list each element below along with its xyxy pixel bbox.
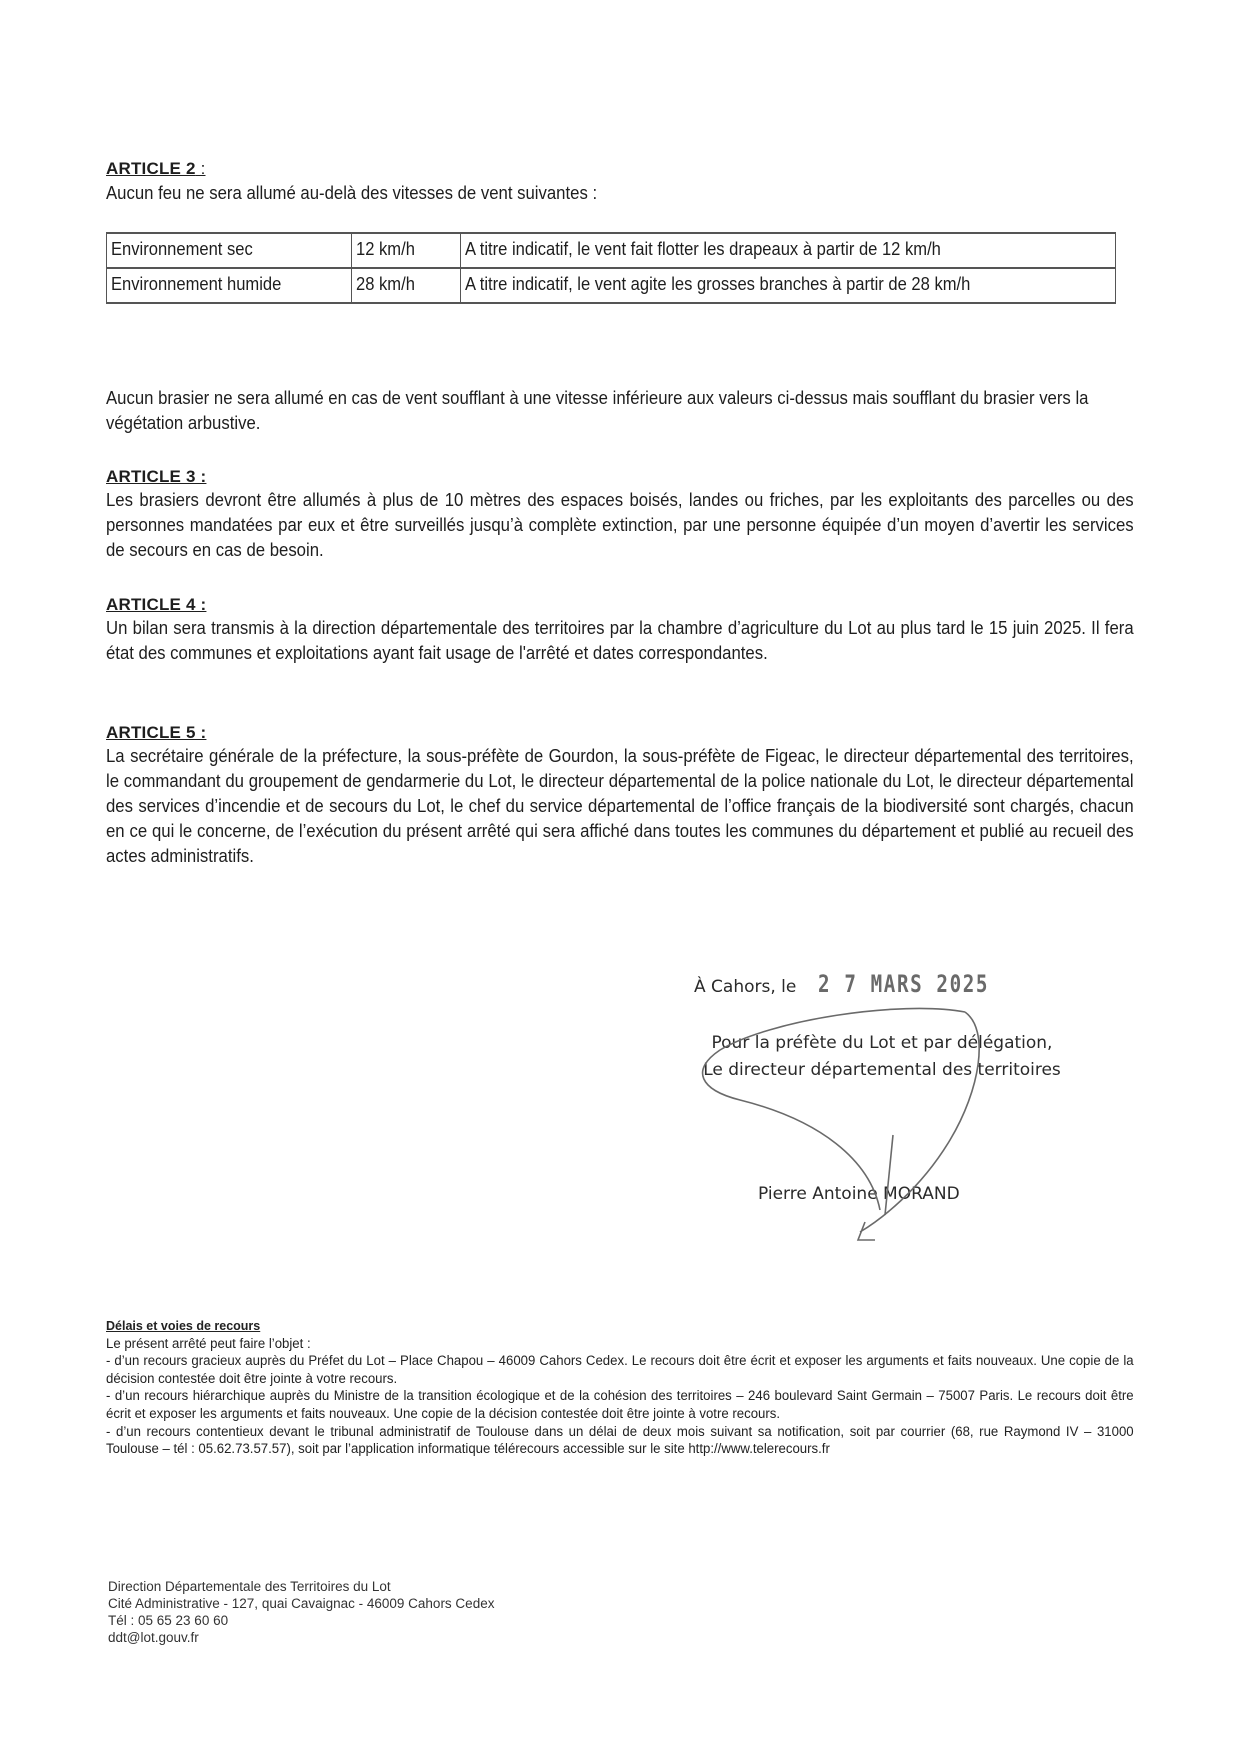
- signatory-title: [672, 1030, 1092, 1084]
- article-4: [106, 594, 1134, 666]
- footer-org: Direction Départementale des Territoires du Lot: [108, 1579, 391, 1594]
- appeal-intro: Le présent arrêté peut faire l’objet :: [106, 1335, 311, 1352]
- appeal-title: Délais et voies de recours: [106, 1319, 261, 1333]
- wind-speed-table: [106, 232, 1116, 304]
- environment-cell: Environnement humide: [111, 274, 282, 294]
- table-row: [107, 268, 1116, 303]
- article-3-paragraph: Les brasiers devront être allumés à plus de 10 mètres des espaces boisés, landes ou friches, par les exploitants des parcelles ou des personnes mandatées par eux et être surveillés jusqu’à complète extinction, par une personne équipée d’un moyen d’avertir les services de secours en cas de besoin.: [106, 490, 1134, 560]
- note-cell: A titre indicatif, le vent agite les grosses branches à partir de 28 km/h: [465, 274, 971, 294]
- footer-address: Cité Administrative - 127, quai Cavaignac - 46009 Cahors Cedex: [108, 1596, 495, 1611]
- article-5-paragraph: La secrétaire générale de la préfecture, la sous-préfète de Gourdon, la sous-préfète de Figeac, le directeur départemental des territoires, le commandant du groupement de gendarmerie du Lot, le directeur départemental de la police nationale du Lot, le directeur départemental des services d’incendie et de secours du Lot, le chef du service départemental de l’office français de la biodiversité sont chargés, chacun en ce qui le concerne, de l’exécution du présent arrêté qui sera affiché dans toutes les communes du département et publié au recueil des actes administratifs.: [106, 746, 1134, 866]
- date-stamp: 2 7 MARS 2025: [817, 970, 989, 998]
- footer-phone: Tél : 05 65 23 60 60: [108, 1613, 229, 1628]
- article-5: [106, 722, 1134, 869]
- note-cell: A titre indicatif, le vent fait flotter les drapeaux à partir de 12 km/h: [465, 239, 941, 259]
- footer-email: ddt@lot.gouv.fr: [108, 1630, 199, 1645]
- place-date-line: [694, 970, 1032, 998]
- article-3: [106, 466, 1134, 563]
- environment-cell: Environnement sec: [111, 239, 253, 259]
- speed-cell: 12 km/h: [356, 239, 415, 259]
- appeal-item-gracieux: - d’un recours gracieux auprès du Préfet du Lot – Place Chapou – 46009 Cahors Cedex. Le recours doit être écrit et exposer les arguments et faits nouveaux. Une copie de la décision contestée doit être jointe à votre recours.: [106, 1353, 1134, 1387]
- page-footer: [108, 1578, 494, 1646]
- article-4-heading: ARTICLE 4 :: [106, 595, 207, 614]
- signatory-name: Pierre Antoine MORAND: [758, 1184, 960, 1204]
- appeal-item-contentieux: - d’un recours contentieux devant le tribunal administratif de Toulouse dans un délai de deux mois suivant sa notification, soit par courrier (68, rue Raymond IV – 31000 Toulouse – tél : 05.62.73.57.57), soit par l’application informatique télérecours accessible sur le site http://www.telerecours.fr: [106, 1423, 1134, 1458]
- article-2-heading: ARTICLE 2 :: [106, 159, 206, 178]
- table-row: [107, 233, 1116, 268]
- article-2-paragraph-block: [106, 386, 1134, 436]
- signatory-line-1: Pour la préfète du Lot et par délégation,: [711, 1033, 1053, 1053]
- article-3-heading: ARTICLE 3 :: [106, 467, 207, 486]
- article-4-paragraph: Un bilan sera transmis à la direction départementale des territoires par la chambre d’agriculture du Lot au plus tard le 15 juin 2025. Il fera état des communes et exploitations ayant fait usage de l'arrêté et dates correspondantes.: [106, 618, 1134, 663]
- place-prefix: À Cahors, le: [694, 977, 797, 997]
- article-2-paragraph: Aucun brasier ne sera allumé en cas de vent soufflant à une vitesse inférieure aux valeurs ci-dessus mais soufflant du brasier vers la végétation arbustive.: [106, 388, 1089, 433]
- signatory-line-2: Le directeur départemental des territoires: [703, 1060, 1061, 1080]
- appeal-item-hierarchique: - d’un recours hiérarchique auprès du Ministre de la transition écologique et de la cohésion des territoires – 246 boulevard Saint Germain – 75007 Paris. Le recours doit être écrit et exposer les arguments et faits nouveaux. Une copie de la décision contestée doit être jointe à votre recours.: [106, 1388, 1134, 1422]
- article-2-intro: Aucun feu ne sera allumé au-delà des vitesses de vent suivantes :: [106, 183, 598, 203]
- article-5-heading: ARTICLE 5 :: [106, 723, 207, 742]
- appeal-section: [106, 1318, 1134, 1459]
- speed-cell: 28 km/h: [356, 274, 415, 294]
- article-2: [106, 158, 1134, 206]
